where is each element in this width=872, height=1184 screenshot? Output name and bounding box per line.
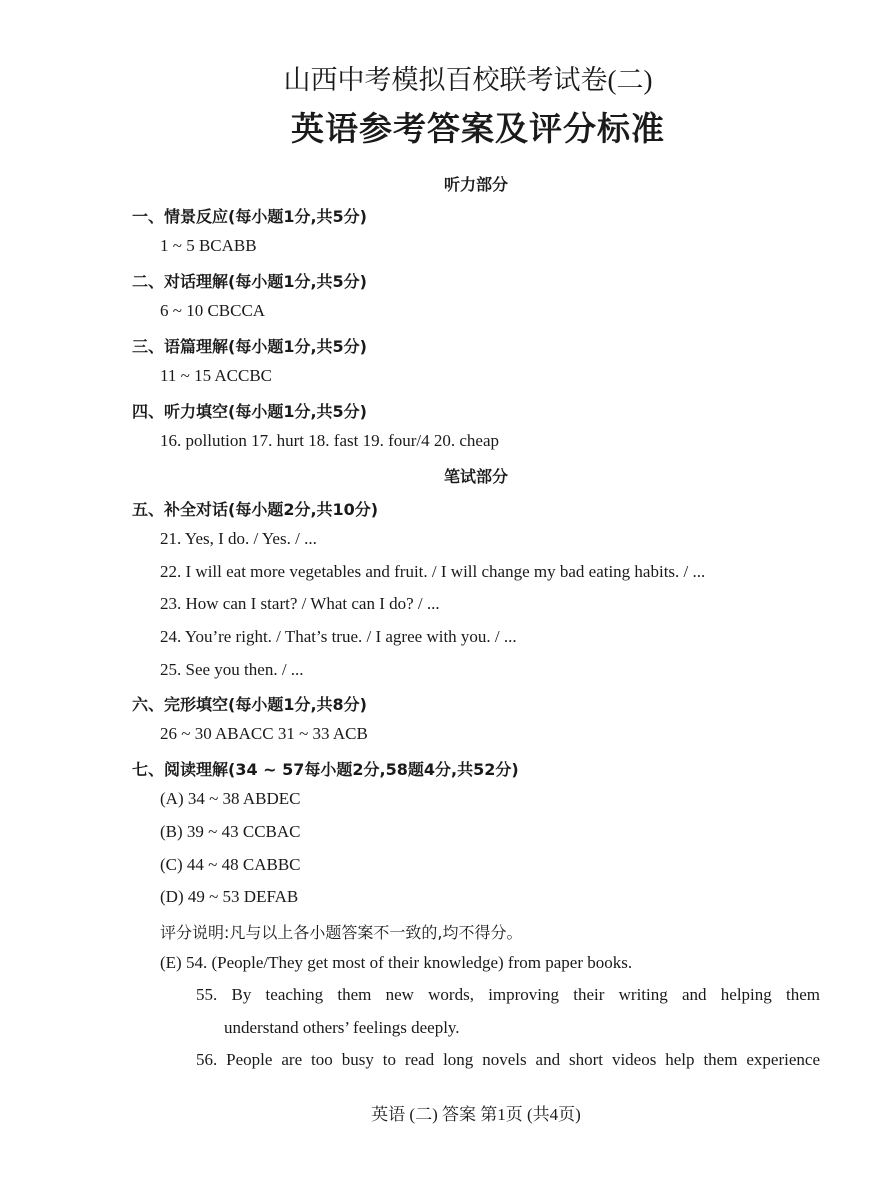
section-2-heading: 二、对话理解(每小题1分,共5分) [132,272,367,291]
answer-55-line-1: 55. By teaching them new words, improving their writing and helping them [196,985,820,1004]
section-1-heading: 一、情景反应(每小题1分,共5分) [132,207,367,226]
answer-21: 21. Yes, I do. / Yes. / ... [160,529,317,548]
answer-54: (E) 54. (People/They get most of their knowledge) from paper books. [160,953,633,972]
answer-55-line-2: understand others’ feelings deeply. [224,1018,460,1037]
answer-24: 24. You’re right. / That’s true. / I agree with you. / ... [160,627,517,646]
page-footer: 英语 (二) 答案 第1页 (共4页) [371,1105,581,1124]
answer-group-b: (B) 39 ~ 43 CCBAC [160,822,301,841]
exam-title: 山西中考模拟百校联考试卷(二) [283,65,653,95]
section-7-heading: 七、阅读理解(34 ~ 57每小题2分,58题4分,共52分) [132,760,519,779]
answer-25: 25. See you then. / ... [160,660,304,679]
section-6-heading: 六、完形填空(每小题1分,共8分) [132,695,367,714]
answer-group-d: (D) 49 ~ 53 DEFAB [160,887,299,906]
section-4-heading: 四、听力填空(每小题1分,共5分) [132,402,367,421]
section-6-answer: 26 ~ 30 ABACC 31 ~ 33 ACB [160,724,368,743]
scoring-note: 评分说明:凡与以上各小题答案不一致的,均不得分。 [160,923,523,942]
section-2-answer: 6 ~ 10 CBCCA [160,301,266,320]
answer-56-line-1: 56. People are too busy to read long novels and short videos help them experience [196,1050,820,1069]
answer-22: 22. I will eat more vegetables and fruit. / I will change my bad eating habits. / ... [160,562,706,581]
section-1-answer: 1 ~ 5 BCABB [160,236,257,255]
section-4-answer: 16. pollution 17. hurt 18. fast 19. four/4 20. cheap [160,431,500,450]
answer-group-c: (C) 44 ~ 48 CABBC [160,855,301,874]
section-3-heading: 三、语篇理解(每小题1分,共5分) [132,337,367,356]
answer-23: 23. How can I start? / What can I do? / ... [160,594,440,613]
section-5-heading: 五、补全对话(每小题2分,共10分) [132,500,379,519]
listening-part-title: 听力部分 [443,175,508,194]
section-3-answer: 11 ~ 15 ACCBC [160,366,273,385]
answer-key-title: 英语参考答案及评分标准 [291,109,665,148]
answer-group-a: (A) 34 ~ 38 ABDEC [160,789,301,808]
writing-part-title: 笔试部分 [443,467,508,486]
